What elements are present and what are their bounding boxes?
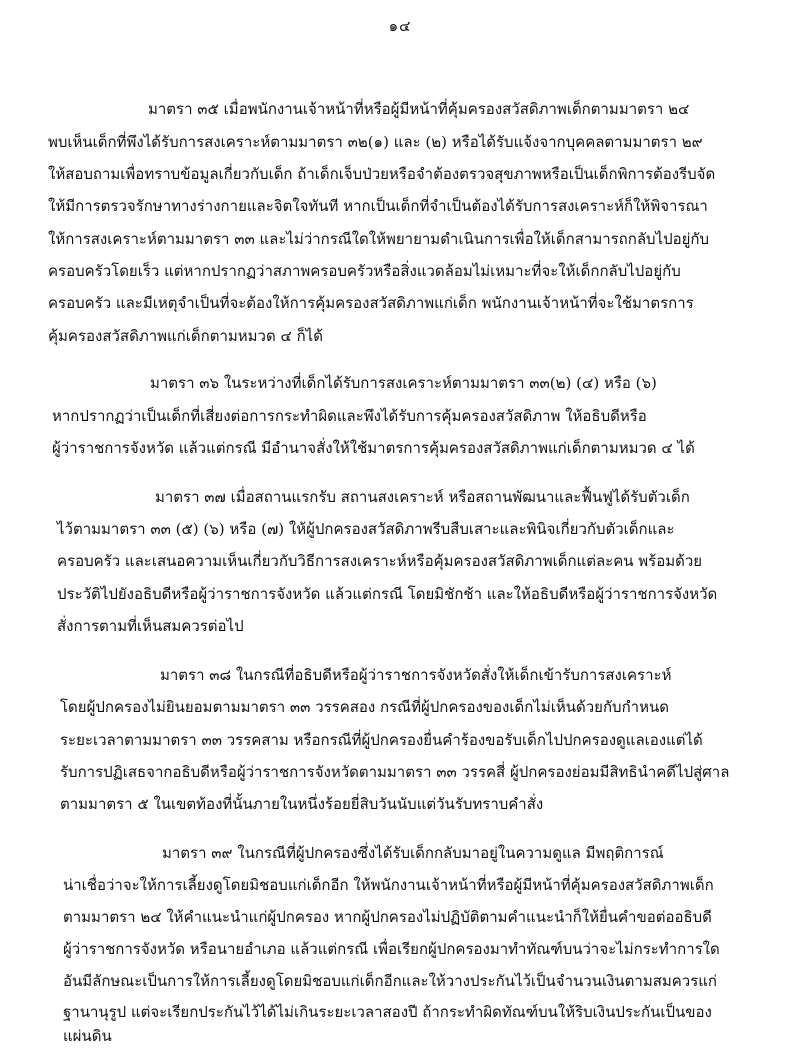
section-39-line-6: ฐานานุรูป แต่จะเรียกประกันไว้ได้ไม่เกินระยะเวลาสองปี ถ้ากระทำผิดทัณฑ์บนให้ริบเงินประกันเป็นของ <box>63 1003 712 1021</box>
section-35-line-6: ครอบครัวโดยเร็ว แต่หากปรากฏว่าสภาพครอบครัวหรือสิ่งแวดล้อมไม่เหมาะที่จะให้เด็กกลับไปอยู่กับ <box>48 262 681 280</box>
section-35-line-2: พบเห็นเด็กที่พึงได้รับการสงเคราะห์ตามมาตรา ๓๒(๑) และ (๒) หรือได้รับแจ้งจากบุคคลตามมาตรา ๒๙ <box>48 133 703 151</box>
page-number: ๑๔ <box>388 17 412 35</box>
section-39-line-7: แผ่นดิน <box>63 1027 112 1045</box>
section-35-line-4: ให้มีการตรวจรักษาทางร่างกายและจิตใจทันที หากเป็นเด็กที่จำเป็นต้องได้รับการสงเคราะห์ก็ให้พิจารณา <box>48 197 708 215</box>
section-39-line-3: ตามมาตรา ๒๔ ให้คำแนะนำแก่ผู้ปกครอง หากผู้ปกครองไม่ปฏิบัติตามคำแนะนำก็ให้ยื่นคำขอต่ออธิบดี <box>63 908 712 926</box>
section-39-line-4: ผู้ว่าราชการจังหวัด หรือนายอำเภอ แล้วแต่กรณี เพื่อเรียกผู้ปกครองมาทำทัณฑ์บนว่าจะไม่กระทำการใด <box>63 940 720 958</box>
section-38-line-4: รับการปฏิเสธจากอธิบดีหรือผู้ว่าราชการจังหวัดตามมาตรา ๓๓ วรรคสี่ ผู้ปกครองย่อมมีสิทธินำคดีไปสู่ศาล <box>60 763 730 781</box>
section-39-line-5: อันมีลักษณะเป็นการให้การเลี้ยงดูโดยมิชอบแก่เด็กอีกและให้วางประกันไว้เป็นจำนวนเงินตามสมควรแก่ <box>63 972 718 990</box>
section-35-line-8: คุ้มครองสวัสดิภาพแก่เด็กตามหมวด ๔ ก็ได้ <box>48 327 323 345</box>
section-37-line-3: ครอบครัว และเสนอความเห็นเกี่ยวกับวิธีการสงเคราะห์หรือคุ้มครองสวัสดิภาพเด็กแต่ละคน พร้อมด้วย <box>57 552 703 570</box>
section-35-line-7: ครอบครัว และมีเหตุจำเป็นที่จะต้องให้การคุ้มครองสวัสดิภาพแก่เด็ก พนักงานเจ้าหน้าที่จะใช้มาตรการ <box>48 294 694 312</box>
section-39-line-1: มาตรา ๓๙ ในกรณีที่ผู้ปกครองซึ่งได้รับเด็กกลับมาอยู่ในความดูแล มีพฤติการณ์ <box>162 844 664 862</box>
section-37-line-4: ประวัติไปยังอธิบดีหรือผู้ว่าราชการจังหวัด แล้วแต่กรณี โดยมิชักช้า และให้อธิบดีหรือผู้ว่าราชการจังหวัด <box>57 585 718 603</box>
section-37-line-1: มาตรา ๓๗ เมื่อสถานแรกรับ สถานสงเคราะห์ หรือสถานพัฒนาและฟื้นฟูได้รับตัวเด็ก <box>155 488 690 506</box>
section-35-line-3: ให้สอบถามเพื่อทราบข้อมูลเกี่ยวกับเด็ก ถ้าเด็กเจ็บป่วยหรือจำต้องตรวจสุขภาพหรือเป็นเด็กพิการต้องรีบจัด <box>48 165 716 183</box>
section-35-line-1: มาตรา ๓๕ เมื่อพนักงานเจ้าหน้าที่หรือผู้มีหน้าที่คุ้มครองสวัสดิภาพเด็กตามมาตรา ๒๔ <box>148 100 690 118</box>
section-37-line-2: ไว้ตามมาตรา ๓๓ (๕) (๖) หรือ (๗) ให้ผู้ปกครองสวัสดิภาพรีบสืบเสาะและพินิจเกี่ยวกับตัวเด็กและ <box>57 520 675 538</box>
section-38-line-3: ระยะเวลาตามมาตรา ๓๓ วรรคสาม หรือกรณีที่ผู้ปกครองยื่นคำร้องขอรับเด็กไปปกครองดูแลเองแต่ได้ <box>60 731 703 749</box>
section-35-line-5: ให้การสงเคราะห์ตามมาตรา ๓๓ และไม่ว่ากรณีใดให้พยายามดำเนินการเพื่อให้เด็กสามารถกลับไปอยู่กับ <box>48 230 710 248</box>
section-38-line-1: มาตรา ๓๘ ในกรณีที่อธิบดีหรือผู้ว่าราชการจังหวัดสั่งให้เด็กเข้ารับการสงเคราะห์ <box>160 666 672 684</box>
section-38-line-5: ตามมาตรา ๕ ในเขตท้องที่นั้นภายในหนึ่งร้อยยี่สิบวันนับแต่วันรับทราบคำสั่ง <box>60 795 544 813</box>
section-37-line-5: สั่งการตามที่เห็นสมควรต่อไป <box>57 617 244 635</box>
section-38-line-2: โดยผู้ปกครองไม่ยินยอมตามมาตรา ๓๓ วรรคสอง กรณีที่ผู้ปกครองของเด็กไม่เห็นด้วยกับกำหนด <box>60 698 669 716</box>
section-36-line-2: หากปรากฏว่าเป็นเด็กที่เสี่ยงต่อการกระทำผิดและพึงได้รับการคุ้มครองสวัสดิภาพ ให้อธิบดีหรือ <box>52 407 647 425</box>
section-36-line-3: ผู้ว่าราชการจังหวัด แล้วแต่กรณี มีอำนาจสั่งให้ใช้มาตรการคุ้มครองสวัสดิภาพแก่เด็กตามหมวด ๔ ได้ <box>52 439 695 457</box>
section-36-line-1: มาตรา ๓๖ ในระหว่างที่เด็กได้รับการสงเคราะห์ตามมาตรา ๓๓(๒) (๔) หรือ (๖) <box>150 374 657 392</box>
section-39-line-2: น่าเชื่อว่าจะให้การเลี้ยงดูโดยมิชอบแก่เด็กอีก ให้พนักงานเจ้าหน้าที่หรือผู้มีหน้าที่คุ้มครองสวัสดิภาพเด็ก <box>63 876 714 894</box>
